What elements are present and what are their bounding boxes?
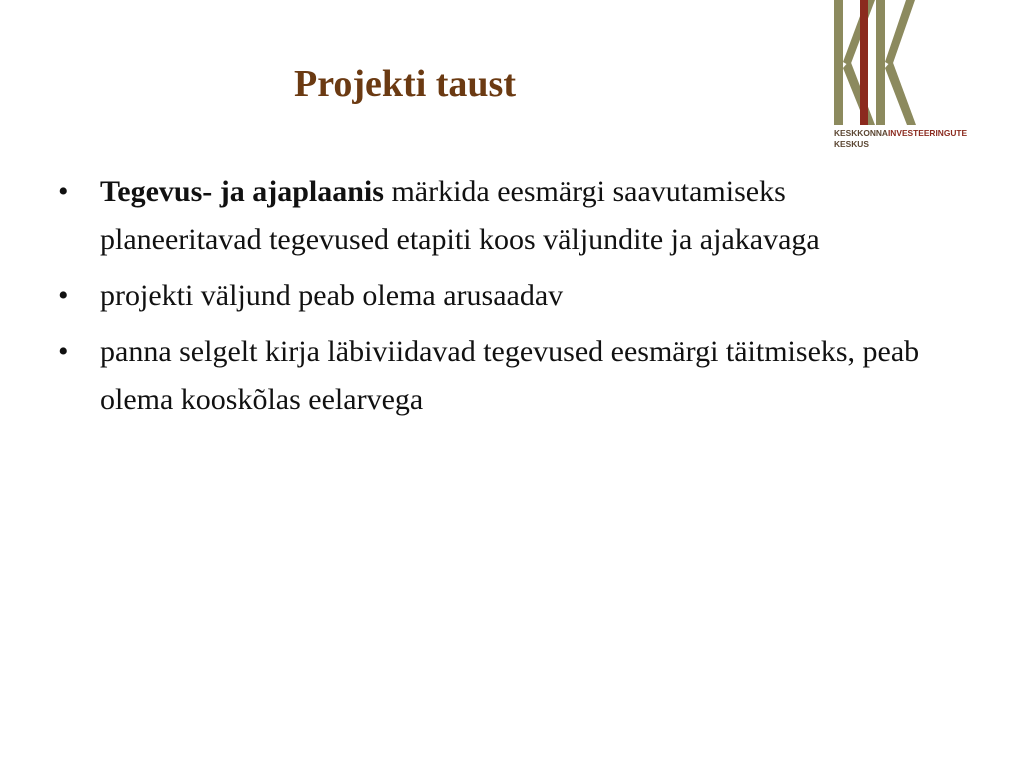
logo-text-line2: KESKUS <box>834 139 869 149</box>
kik-logo <box>828 0 978 156</box>
bullet-icon: • <box>58 335 69 368</box>
bullet-icon: • <box>58 175 69 208</box>
bullet-text: panna selgelt kirja läbiviidavad tegevused eesmärgi täitmiseks, peab olema kooskõlas eelarvega <box>100 335 920 416</box>
bullet-list <box>58 168 938 432</box>
bullet-bold-text: Tegevus- ja ajaplaanis <box>100 175 384 208</box>
slide-title: Projekti taust <box>294 63 516 105</box>
bullet-text: märkida eesmärgi saavutamiseks planeeritavad tegevused etapiti koos väljundite ja ajakavaga <box>100 175 820 256</box>
logo-wordmark <box>834 128 967 150</box>
logo-text-part2: INVESTEERINGUTE <box>887 128 968 138</box>
bullet-icon: • <box>58 279 69 312</box>
bullet-item <box>58 328 938 424</box>
logo-text-part1: KESKKONNA <box>834 128 888 138</box>
bullet-item <box>58 272 938 320</box>
bullet-item <box>58 168 938 264</box>
kik-logo-mark <box>828 0 978 128</box>
bullet-text: projekti väljund peab olema arusaadav <box>100 279 564 312</box>
